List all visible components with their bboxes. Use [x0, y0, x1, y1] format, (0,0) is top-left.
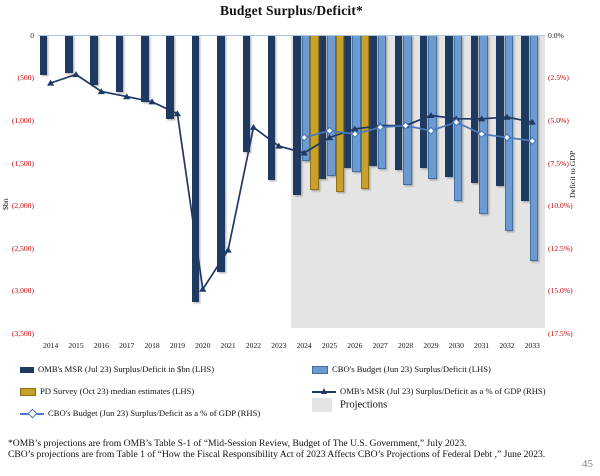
- page-number: 45: [582, 458, 593, 470]
- left-axis-tick: (3,000): [11, 286, 34, 296]
- bar-series0-2033: [521, 35, 529, 201]
- legend-label: OMB's MSR (Jul 23) Surplus/Deficit in $bn (LHS): [38, 364, 215, 374]
- bar-series1-2030: [454, 35, 463, 200]
- legend-item-cbo-line: [20, 408, 260, 418]
- bar-series0-2028: [395, 35, 403, 170]
- year-label-2022: 2022: [245, 341, 262, 350]
- year-label-2029: 2029: [423, 341, 439, 350]
- year-label-2014: 2014: [43, 341, 59, 350]
- left-axis-tick: 0: [30, 30, 34, 40]
- bar-series0-2020: [192, 35, 200, 302]
- year-label-2016: 2016: [93, 341, 109, 350]
- omb-line-marker-icon: [312, 391, 336, 393]
- left-axis-tick: (500): [17, 73, 34, 83]
- bar-series0-2017: [116, 35, 124, 92]
- left-axis-tick: (3,500): [11, 329, 34, 338]
- year-label-2027: 2027: [372, 341, 388, 350]
- right-axis-tick: (5.0%): [548, 116, 569, 125]
- right-axis-tick: (7.5%): [548, 158, 569, 168]
- year-label-2023: 2023: [271, 341, 287, 350]
- bar-series2-2026: [361, 35, 370, 188]
- year-label-2020: 2020: [195, 341, 211, 350]
- bar-series0-2026: [344, 35, 352, 168]
- legend-label: CBO's Budget (Jun 23) Surplus/Deficit (LHS): [332, 364, 491, 374]
- pd-survey-swatch-icon: [20, 388, 36, 396]
- bar-series1-2033: [530, 35, 539, 260]
- footnote-line-1: *OMB’s projections are from OMB’s Table S-1 of “Mid-Session Review, Budget of The U.S. Government,” July 2023.: [8, 438, 467, 449]
- zero-gridline: [38, 35, 545, 37]
- bar-series0-2032: [496, 35, 504, 186]
- year-label-2015: 2015: [68, 341, 84, 350]
- bar-series1-2029: [428, 35, 437, 179]
- bar-series0-2021: [217, 35, 225, 271]
- bar-series0-2031: [471, 35, 479, 182]
- left-axis-tick: (1,500): [11, 158, 34, 168]
- right-axis-tick: (17.5%): [548, 329, 573, 338]
- left-axis-title: $bn: [1, 198, 10, 210]
- right-axis-title: Deficit to GDP: [568, 150, 577, 198]
- year-label-2033: 2033: [524, 341, 540, 350]
- bar-series0-2015: [65, 35, 73, 73]
- left-axis-tick: (1,000): [11, 116, 34, 125]
- bar-series1-2032: [505, 35, 514, 231]
- year-label-2026: 2026: [347, 341, 363, 350]
- year-label-2019: 2019: [169, 341, 186, 350]
- bar-series2-2024: [310, 35, 319, 190]
- left-axis-tick: (2,500): [11, 243, 34, 253]
- year-label-2017: 2017: [119, 341, 135, 350]
- bar-series1-2028: [403, 35, 412, 185]
- bar-series1-2031: [479, 35, 488, 214]
- bar-series2-2025: [336, 35, 345, 192]
- year-label-2031: 2031: [474, 341, 490, 350]
- bar-series0-2027: [369, 35, 377, 166]
- bar-series0-2023: [268, 35, 276, 179]
- cbo-line-marker-icon: [20, 413, 44, 415]
- bar-series1-2025: [327, 35, 336, 176]
- bar-series1-2027: [378, 35, 387, 169]
- bar-series0-2016: [90, 35, 98, 85]
- year-label-2024: 2024: [296, 341, 312, 350]
- right-axis-tick: (15.0%): [548, 286, 573, 296]
- year-label-2032: 2032: [499, 341, 515, 350]
- bar-series0-2030: [445, 35, 453, 177]
- legend-item-pd-bar: [20, 386, 194, 396]
- left-axis-tick: (2,000): [11, 201, 34, 211]
- cbo-bar-swatch-icon: [312, 366, 328, 374]
- footnote: [8, 438, 582, 461]
- bar-series0-2018: [141, 35, 149, 102]
- footnote-line-2: CBO’s projections are from Table 1 of “How the Fiscal Responsibility Act of 2023 Affects CBO’s Projections of Federal Debt ,” June 2023.: [8, 449, 546, 461]
- bar-series1-2024: [302, 35, 311, 161]
- legend-label: CBO's Budget (Jun 23) Surplus/Deficit as a % of GDP (RHS): [48, 408, 261, 418]
- bar-series0-2022: [243, 35, 251, 152]
- bar-series0-2014: [40, 35, 48, 75]
- legend-item-omb-line: [312, 386, 546, 396]
- bar-series0-2024: [293, 35, 301, 195]
- legend-label: OMB's MSR (Jul 23) Surplus/Deficit as a % of GDP (RHS): [340, 386, 546, 396]
- bar-series0-2019: [166, 35, 174, 119]
- year-label-2028: 2028: [397, 341, 414, 350]
- year-label-2021: 2021: [220, 341, 236, 350]
- projections-swatch-icon: [312, 398, 332, 412]
- chart-title: Budget Surplus/Deficit*: [220, 3, 363, 18]
- right-axis-tick: (2.5%): [548, 73, 569, 83]
- right-axis-tick: (12.5%): [548, 243, 573, 253]
- legend-item-omb-bar: [20, 364, 214, 374]
- legend-label: PD Survey (Oct 23) median estimates (LHS): [40, 386, 195, 396]
- legend-item-projections: [312, 398, 387, 412]
- year-label-2018: 2018: [144, 341, 160, 350]
- year-label-2025: 2025: [321, 341, 338, 350]
- right-axis-tick: (10.0%): [548, 201, 573, 211]
- legend-item-cbo-bar: [312, 364, 491, 374]
- legend-label: Projections: [340, 399, 388, 411]
- year-label-2030: 2030: [448, 341, 464, 350]
- omb-bar-swatch-icon: [20, 367, 34, 373]
- right-axis-tick: 0.0%: [548, 30, 564, 40]
- bar-series0-2029: [420, 35, 428, 168]
- bar-series1-2026: [352, 35, 361, 172]
- bar-series0-2025: [319, 35, 327, 179]
